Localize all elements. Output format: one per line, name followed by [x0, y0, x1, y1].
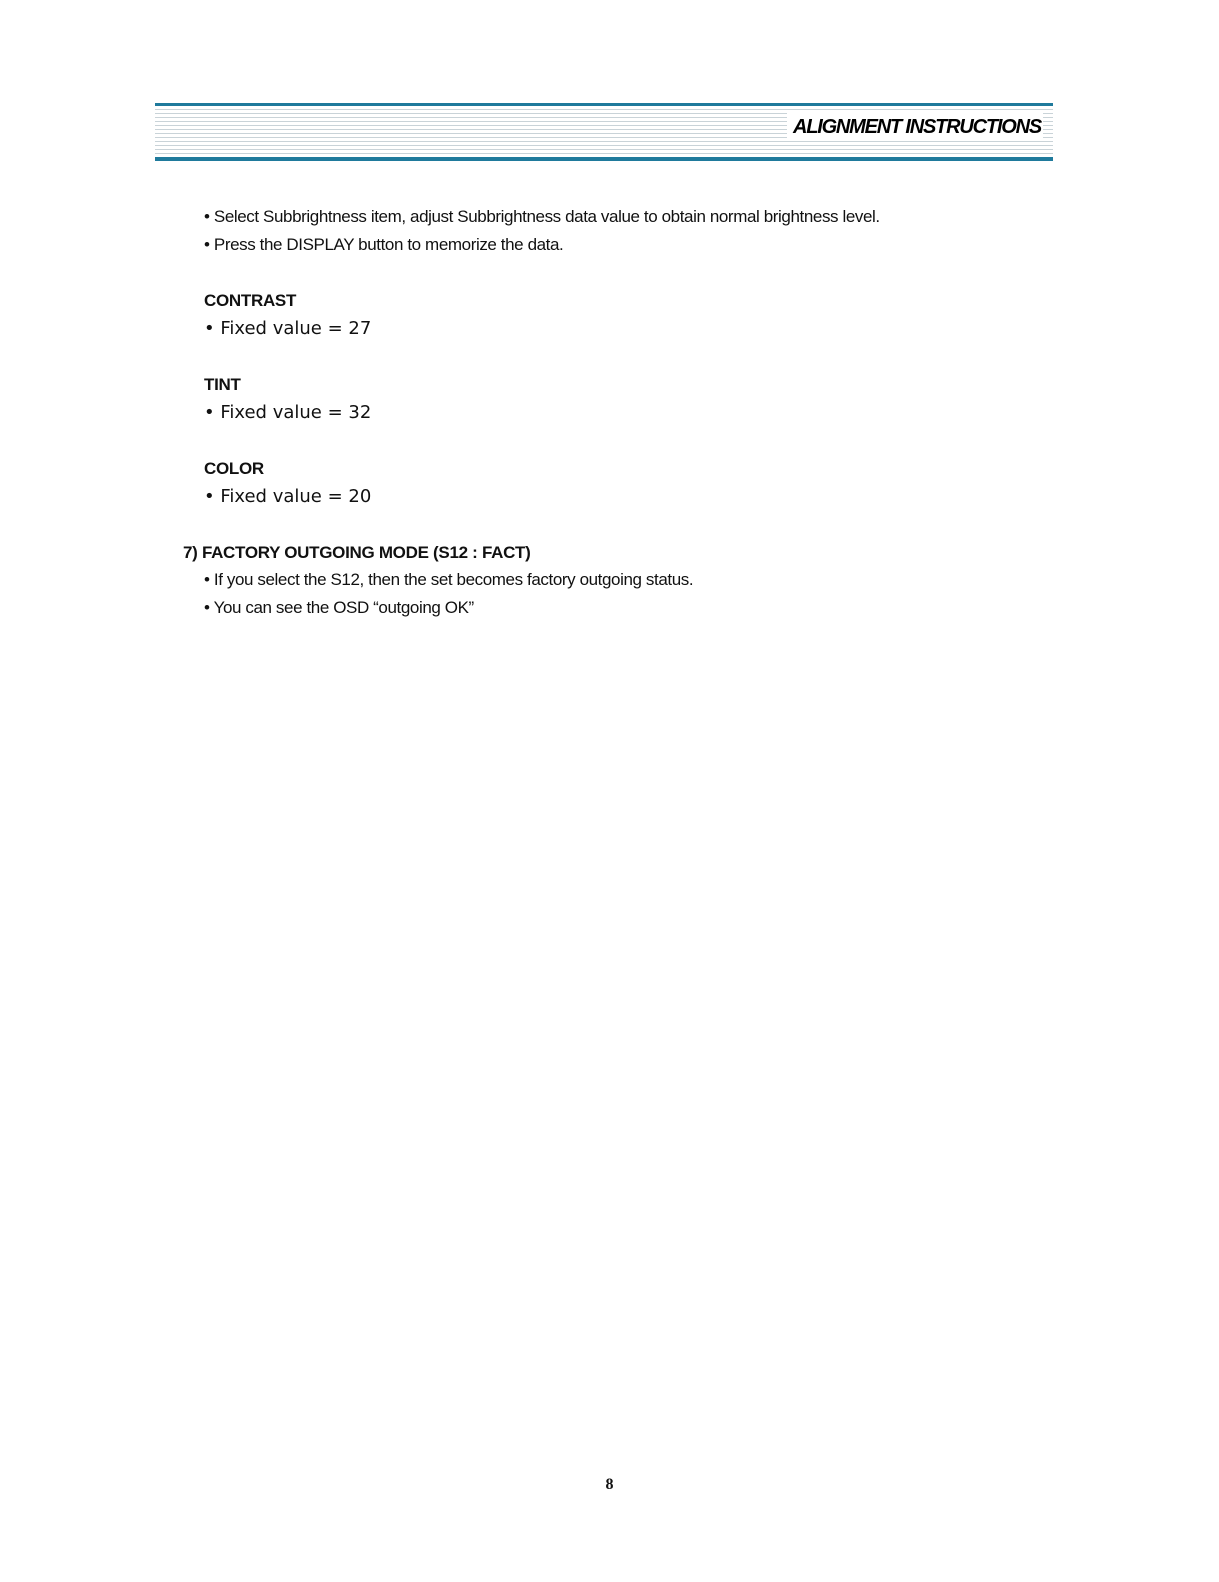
factory-bullet-status: • If you select the S12, then the set becomes factory outgoing status. — [204, 570, 694, 589]
header-title: ALIGNMENT INSTRUCTIONS — [787, 113, 1043, 141]
page-header — [155, 103, 1053, 161]
factory-heading: 7) FACTORY OUTGOING MODE (S12 : FACT) — [183, 543, 531, 562]
intro-bullet-subbrightness: • Select Subbrightness item, adjust Subbrightness data value to obtain normal brightness level. — [204, 207, 880, 226]
contrast-value: • Fixed value = 27 — [204, 318, 372, 339]
color-value: • Fixed value = 20 — [204, 486, 372, 507]
tint-heading: TINT — [204, 375, 241, 394]
header-top-rule — [155, 103, 1053, 106]
color-heading: COLOR — [204, 459, 264, 478]
contrast-heading: CONTRAST — [204, 291, 297, 310]
factory-bullet-osd: • You can see the OSD “outgoing OK” — [204, 598, 474, 617]
tint-value: • Fixed value = 32 — [204, 402, 372, 423]
header-bottom-rule — [155, 157, 1053, 161]
intro-bullet-display: • Press the DISPLAY button to memorize the data. — [204, 235, 564, 254]
page-number: 8 — [605, 1476, 614, 1493]
